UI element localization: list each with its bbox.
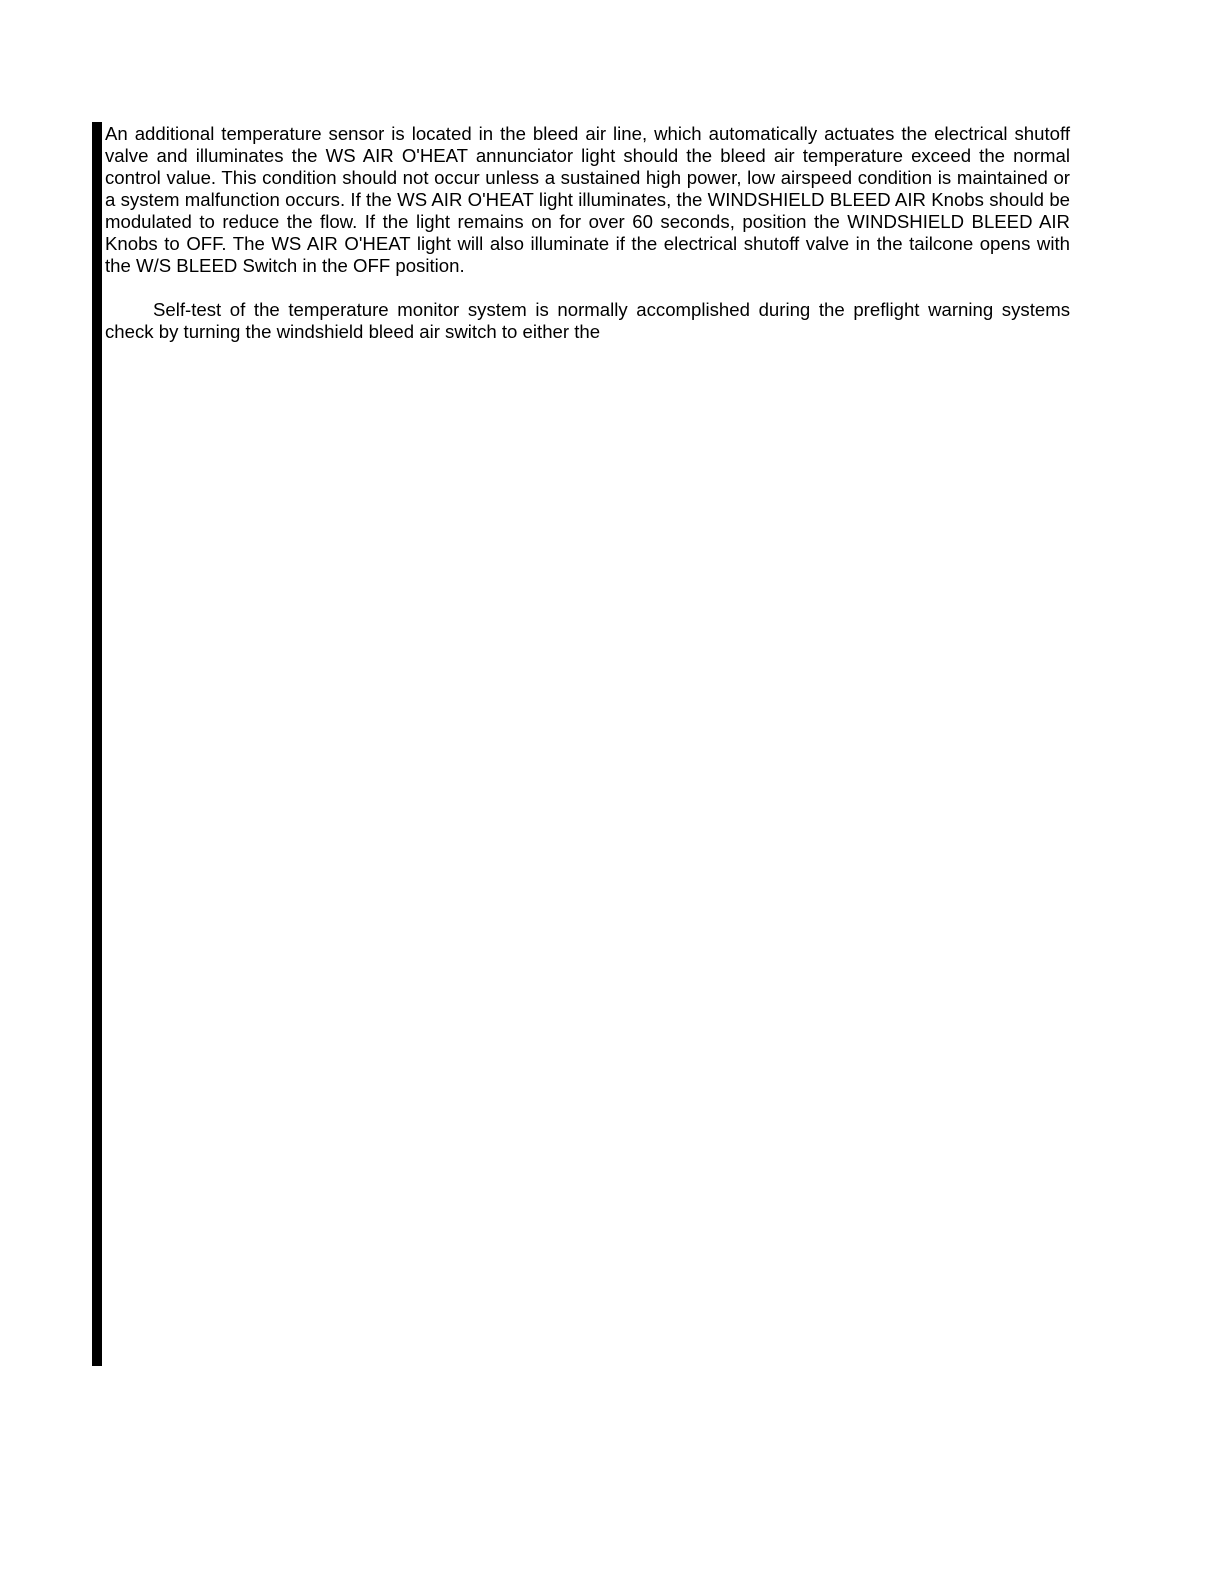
document-body xyxy=(105,123,1070,343)
paragraph-overheat-sensor: An additional temperature sensor is located in the bleed air line, which automatically actuates the electrical shutoff valve and illuminates the WS AIR O'HEAT annunciator light should the bleed air temperature exceed the normal control value. This condition should not occur unless a sustained high power, low airspeed condition is maintained or a system malfunction occurs. If the WS AIR O'HEAT light illuminates, the WINDSHIELD BLEED AIR Knobs should be modulated to reduce the flow. If the light remains on for over 60 seconds, position the WINDSHIELD BLEED AIR Knobs to OFF. The WS AIR O'HEAT light will also illuminate if the electrical shutoff valve in the tailcone opens with the W/S BLEED Switch in the OFF position. xyxy=(105,123,1070,276)
revision-change-bar xyxy=(92,122,102,1366)
paragraph-self-test: Self-test of the temperature monitor system is normally accomplished during the preflight warning systems check by turning the windshield bleed air switch to either the xyxy=(105,299,1070,342)
